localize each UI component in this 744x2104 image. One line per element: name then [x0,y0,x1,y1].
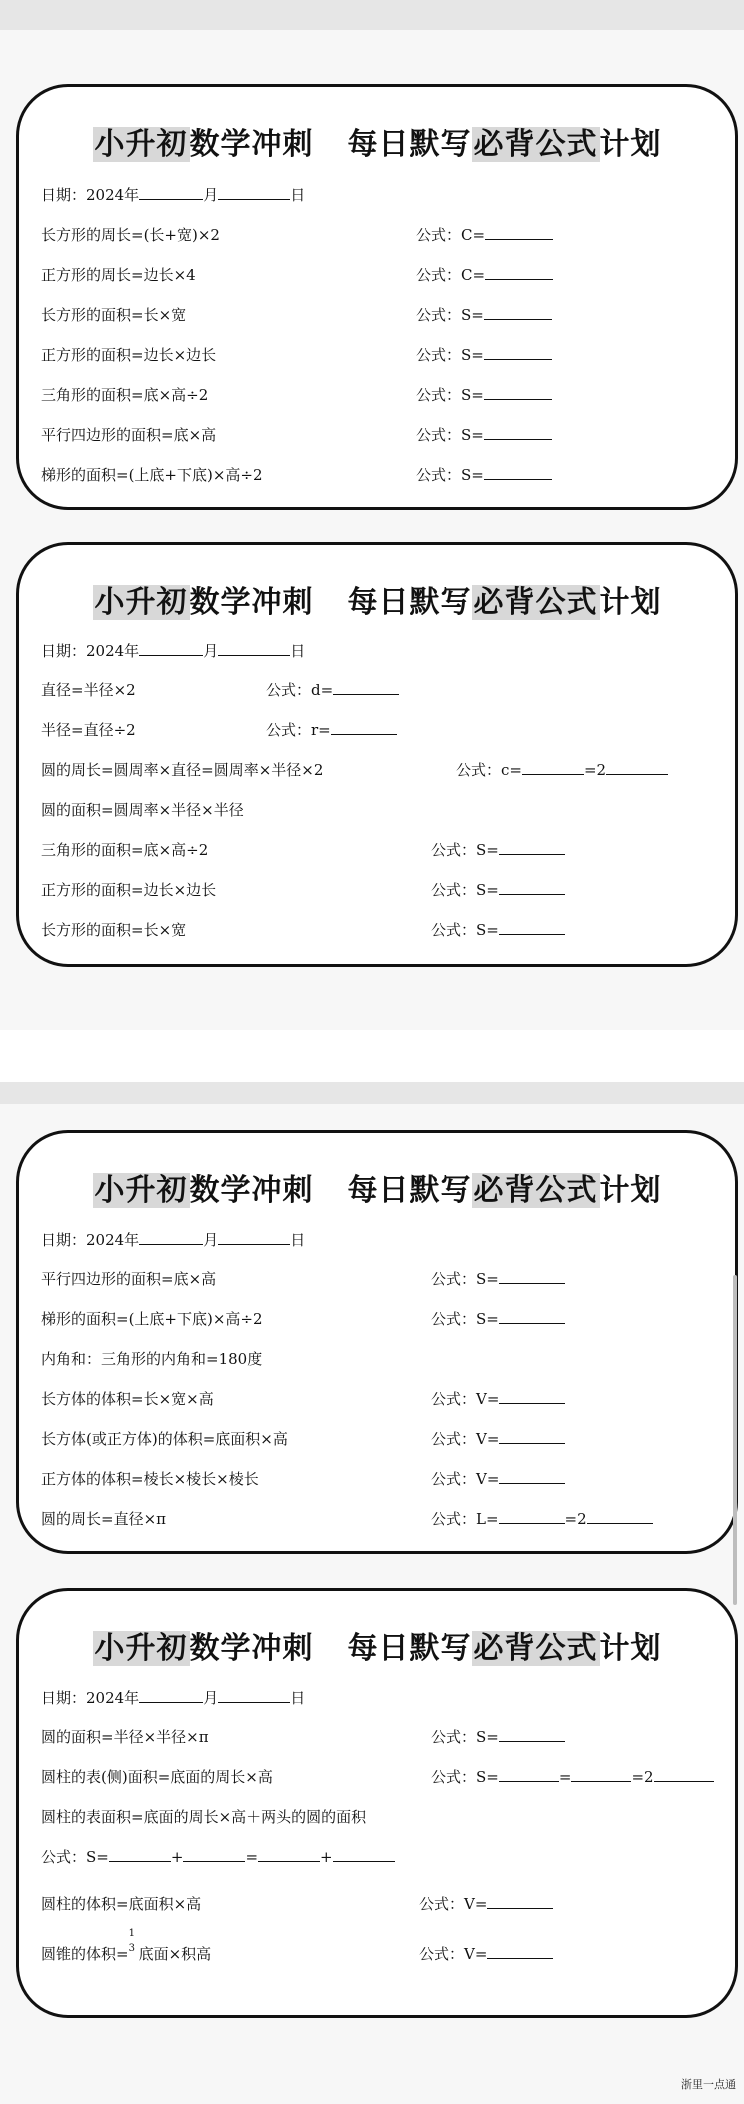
formula-row [41,799,725,829]
formula-row: 平行四边形的面积=底×高 公式：S= [41,424,725,454]
formula-text: 圆的周长=直径×π [41,1510,166,1528]
formula-text: 正方形的面积=边长×边长 [41,881,217,899]
formula-text: 内角和：三角形的内角和=180度 [41,1350,263,1368]
day-blank[interactable] [218,641,290,656]
month-blank[interactable] [139,641,203,656]
answer-blank[interactable] [499,1509,565,1524]
watermark: 浙里一点通 [681,2078,736,2091]
answer-blank[interactable] [654,1767,714,1782]
card-title: 小升初数学冲刺 每日默写必背公式计划 [94,127,662,162]
formula-text: 长方体的体积=长×宽×高 [41,1390,214,1408]
answer-blank[interactable] [606,760,668,775]
answer-blank[interactable] [522,760,584,775]
formula-row: 圆柱的表(侧)面积=底面的周长×高 公式：S= = =2 [41,1766,725,1796]
formula-text: 平行四边形的面积=底×高 [41,426,217,444]
month-blank[interactable] [139,185,203,200]
formula-row: 长方形的面积=长×宽 公式：S= [41,304,725,334]
answer-blank[interactable] [499,1269,565,1284]
formula-row: 长方形的周长=(长+宽)×2 公式：C= [41,224,725,254]
formula-row: 梯形的面积=(上底+下底)×高÷2 公式：S= [41,464,725,494]
formula-text: 正方形的面积=边长×边长 [41,346,217,364]
answer-blank[interactable] [499,880,565,895]
day-blank[interactable] [218,1230,290,1245]
answer-blank[interactable] [499,1727,565,1742]
formula-row: 圆的周长=直径×π 公式：L= =2 [41,1508,725,1538]
answer-blank[interactable] [587,1509,653,1524]
answer-blank[interactable] [499,1389,565,1404]
answer-blank[interactable] [484,305,552,320]
formula-text: 平行四边形的面积=底×高 [41,1270,217,1288]
answer-blank[interactable] [333,680,399,695]
formula-row: 圆锥的体积= 1 3 底面×积高 公式：V= [41,1943,725,1973]
formula-row: 圆的周长=圆周率×直径=圆周率×半径×2 公式：c= =2 [41,759,725,789]
formula-card-3 [16,1130,738,1554]
formula-row [41,1348,725,1378]
formula-row: 圆的面积=半径×半径×π 公式：S= [41,1726,725,1756]
card-title: 小升初数学冲刺 每日默写必背公式计划 [94,1631,662,1666]
answer-blank[interactable] [499,1309,565,1324]
formula-row: 半径=直径÷2 公式：r= [41,719,725,749]
formula-row: 三角形的面积=底×高÷2 公式：S= [41,384,725,414]
answer-blank[interactable] [499,1767,559,1782]
day-blank[interactable] [218,185,290,200]
formula-text: 长方体(或正方体)的体积=底面积×高 [41,1430,288,1448]
formula-row: 梯形的面积=(上底+下底)×高÷2 公式：S= [41,1308,725,1338]
answer-blank[interactable] [499,920,565,935]
formula-row: 平行四边形的面积=底×高 公式：S= [41,1268,725,1298]
answer-blank[interactable] [499,1429,565,1444]
date-line: 日期：2024年 月 日 [41,186,306,204]
formula-row: 长方体(或正方体)的体积=底面积×高 公式：V= [41,1428,725,1458]
card-title: 小升初数学冲刺 每日默写必背公式计划 [94,1173,662,1208]
month-blank[interactable] [139,1230,203,1245]
date-line: 日期：2024年 月 日 [41,1231,306,1249]
formula-text: 圆的面积=半径×半径×π [41,1728,209,1746]
formula-row: 公式：S= + = + [41,1846,725,1876]
formula-text: 圆的面积=圆周率×半径×半径 [41,801,244,819]
answer-blank[interactable] [333,1847,395,1862]
formula-row: 直径=半径×2 公式：d= [41,679,725,709]
answer-blank[interactable] [484,465,552,480]
scrollbar[interactable] [733,1275,737,1605]
formula-card-4 [16,1588,738,2018]
answer-blank[interactable] [331,720,397,735]
formula-text: 梯形的面积=(上底+下底)×高÷2 [41,1310,263,1328]
formula-text: 长方形的面积=长×宽 [41,921,187,939]
answer-blank[interactable] [485,265,553,280]
middle-gray-band [0,1082,744,1104]
answer-blank[interactable] [487,1894,553,1909]
answer-blank[interactable] [109,1847,171,1862]
month-blank[interactable] [139,1688,203,1703]
card-title: 小升初数学冲刺 每日默写必背公式计划 [94,585,662,620]
answer-blank[interactable] [484,345,552,360]
answer-blank[interactable] [487,1944,553,1959]
top-gray-band [0,0,744,30]
formula-row: 正方形的面积=边长×边长 公式：S= [41,344,725,374]
formula-text: 正方体的体积=棱长×棱长×棱长 [41,1470,259,1488]
answer-blank[interactable] [499,840,565,855]
formula-text: 圆柱的表(侧)面积=底面的周长×高 [41,1768,273,1786]
formula-text: 梯形的面积=(上底+下底)×高÷2 [41,466,263,484]
formula-text: 长方形的面积=长×宽 [41,306,187,324]
formula-text: 圆柱的表面积=底面的周长×高＋两头的圆的面积 [41,1808,367,1826]
formula-card-1 [16,84,738,510]
answer-blank[interactable] [485,225,553,240]
answer-blank[interactable] [183,1847,245,1862]
formula-row: 圆柱的体积=底面积×高 公式：V= [41,1893,725,1923]
answer-blank[interactable] [484,385,552,400]
date-line: 日期：2024年 月 日 [41,1689,306,1707]
answer-blank[interactable] [484,425,552,440]
formula-text: 圆的周长=圆周率×直径=圆周率×半径×2 [41,761,324,779]
formula-text: 圆柱的体积=底面积×高 [41,1895,202,1913]
formula-text: 半径=直径÷2 [41,721,136,739]
formula-text: 三角形的面积=底×高÷2 [41,386,209,404]
answer-blank[interactable] [499,1469,565,1484]
formula-text: 三角形的面积=底×高÷2 [41,841,209,859]
formula-row: 长方体的体积=长×宽×高 公式：V= [41,1388,725,1418]
answer-blank[interactable] [571,1767,631,1782]
formula-row: 长方形的面积=长×宽 公式：S= [41,919,725,949]
formula-row [41,1806,725,1836]
formula-text: 直径=半径×2 [41,681,136,699]
formula-row: 正方形的面积=边长×边长 公式：S= [41,879,725,909]
one-third-fraction: 1 3 [128,1928,135,1954]
formula-text: 长方形的周长=(长+宽)×2 [41,226,220,244]
day-blank[interactable] [218,1688,290,1703]
formula-text: 正方形的周长=边长×4 [41,266,196,284]
formula-row: 三角形的面积=底×高÷2 公式：S= [41,839,725,869]
formula-row: 正方体的体积=棱长×棱长×棱长 公式：V= [41,1468,725,1498]
formula-row: 正方形的周长=边长×4 公式：C= [41,264,725,294]
date-line: 日期：2024年 月 日 [41,642,306,660]
answer-blank[interactable] [258,1847,320,1862]
formula-card-2 [16,542,738,967]
